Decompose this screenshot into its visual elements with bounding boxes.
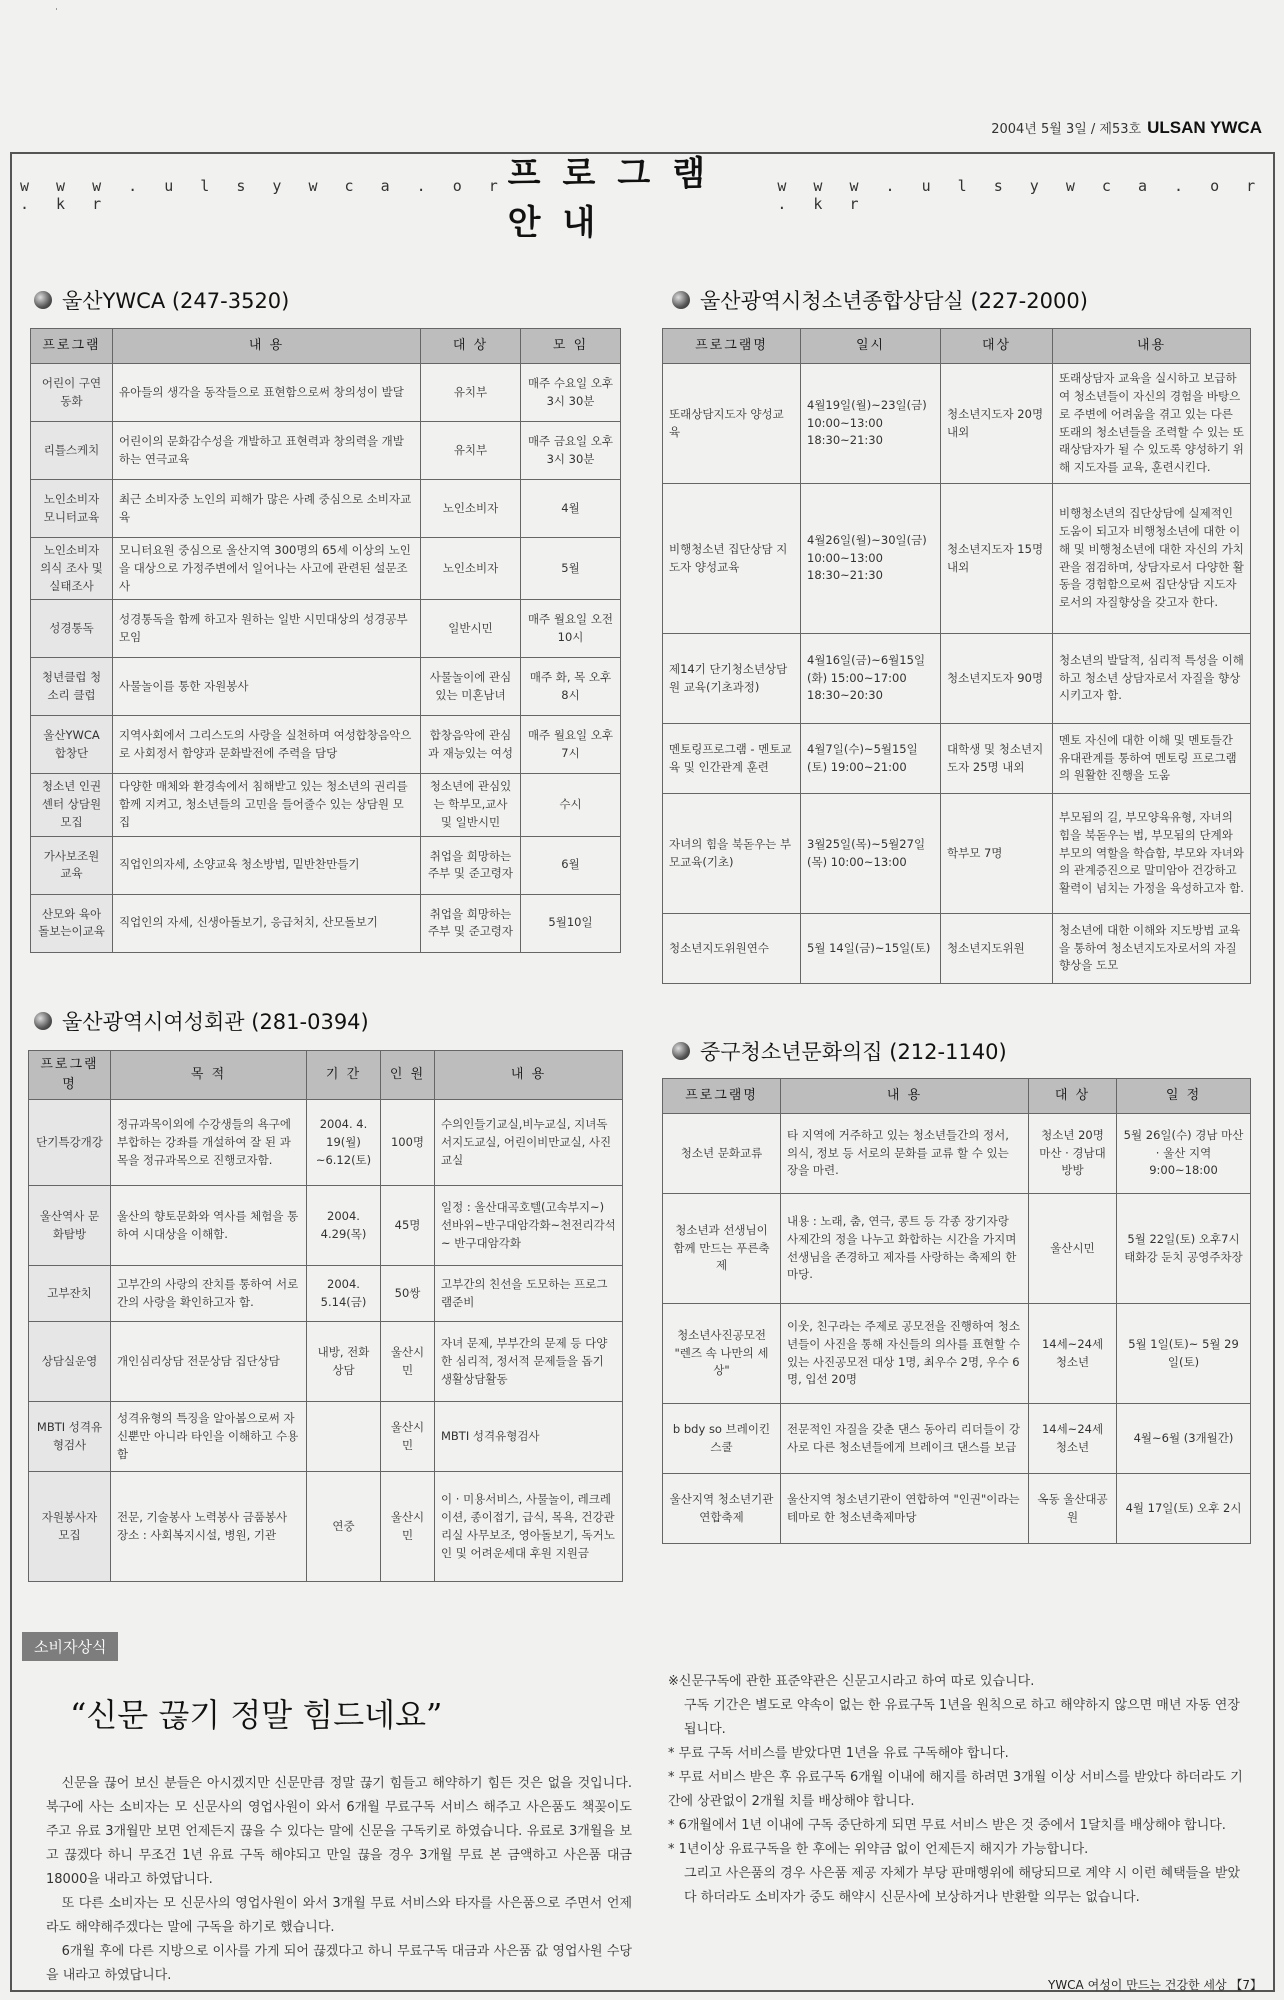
list-item: * 1년이상 유료구독을 한 후에는 위약금 없이 언제든지 해지가 가능합니다. [668, 1842, 1089, 1858]
column-header: 내 용 [113, 329, 421, 364]
table-cell: 울산의 향토문화와 역사를 체험을 통하여 시대상을 이해함. [111, 1186, 307, 1266]
column-header: 프로그램명 [663, 329, 801, 364]
table-cell: 대학생 및 청소년지도자 25명 내외 [941, 724, 1053, 794]
list-item: 그리고 사은품의 경우 사은품 제공 자체가 부당 판매행위에 해당되므로 계약 시 이런 혜택들을 받았다 하더라도 소비자가 중도 해약시 신문사에 보상하거나 반환할 의무는 없습니다. [684, 1866, 1241, 1906]
table-cell: 합창음악에 관심과 재능있는 여성 [421, 716, 521, 774]
table-cell: 청소년에 대한 이해와 지도방법 교육을 통하여 청소년지도자로서의 자질향상을 도모 [1053, 914, 1251, 984]
table-cell: 청소년사진공모전 "렌즈 속 나만의 세상" [663, 1304, 781, 1404]
bullet-icon [672, 291, 690, 309]
list-item: * 무료 서비스 받은 후 유료구독 6개월 이내에 해지를 하려면 3개월 이상 서비스를 받았다 하더라도 기간에 상관없이 2개월 치를 배상해야 합니다. [668, 1770, 1243, 1810]
column-header: 대 상 [1029, 1079, 1117, 1114]
table-cell: 다양한 매체와 환경속에서 침해받고 있는 청소년의 권리를 함께 지켜고, 청소년들의 고민을 들어줄수 있는 상담원 모집 [113, 774, 421, 836]
column-header: 프로그램명 [663, 1079, 781, 1114]
running-header [991, 118, 1262, 138]
table-header-row [29, 1051, 623, 1100]
table-cell: 울산시민 [381, 1322, 435, 1402]
table-row [663, 914, 1251, 984]
table-cell: 가사보조원 교육 [31, 836, 113, 894]
table-cell: 부모됨의 길, 부모양육유형, 자녀의 힘을 북돋우는 법, 부모됨의 단계와 부모의 역할을 학습함, 부모와 자녀와의 관계증진으로 말미암아 건강하고 활력이 넘치는 가정을 육성하고자 함. [1053, 794, 1251, 914]
table-cell: 청소년지도위원 [941, 914, 1053, 984]
banner-url-left[interactable]: w w w . u l s y w c a . o r . k r [20, 177, 507, 213]
paragraph: 신문을 끊어 보신 분들은 아시겠지만 신문만큼 정말 끊기 힘들고 해약하기 힘든 것은 없을 것입니다. 북구에 사는 소비자는 모 신문사의 영업사원이 와서 6개월 무료구독 서비스 해주고 사은품도 책꽂이도 주고 유료 3개월만 보면 언제든지 끊을 수 있다는 말에 신문을 구독키로 하였습니다. 유료로 3개월을 보고 끊겠다 하니 무조건 1년 유료 구독 해야되고 만일 끊을 경우 3개월 무료 본 금액하고 사은품 대금 18000을 내라고 하였답니다. [46, 1776, 632, 1888]
section-junggu-center-title: 중구청소년문화의집 (212-1140) [672, 1036, 1007, 1066]
table-cell: 청소년의 발달적, 심리적 특성을 이해하고 청소년 상담자로서 자질을 향상시키고자 함. [1053, 634, 1251, 724]
table-cell: 상담실운영 [29, 1322, 111, 1402]
table-cell: 비행청소년 집단상담 지도자 양성교육 [663, 484, 801, 634]
table-cell: 학부모 7명 [941, 794, 1053, 914]
table-cell: 매주 수요일 오후3시 30분 [521, 364, 621, 422]
table-cell: 울산YWCA 합창단 [31, 716, 113, 774]
table-cell: 울산시민 [381, 1472, 435, 1582]
column-header: 대 상 [421, 329, 521, 364]
table-cell: MBTI 성격유형검사 [435, 1402, 623, 1472]
table-row [663, 634, 1251, 724]
table-row [663, 364, 1251, 484]
table-cell: 45명 [381, 1186, 435, 1266]
ywca-program-table [30, 328, 621, 953]
column-header: 일시 [801, 329, 941, 364]
table-cell: 청소년에 관심있는 학부모,교사 및 일반시민 [421, 774, 521, 836]
paragraph: 6개월 후에 다른 지방으로 이사를 가게 되어 끊겠다고 하니 무료구독 대금과 사은품 값 영업사원 수당을 내라고 하였답니다. [46, 1944, 632, 1984]
table-row [31, 480, 621, 538]
table-cell: 성경통독 [31, 600, 113, 658]
table-cell: 2004. 4. 19(월) ~6.12(토) [307, 1100, 381, 1186]
column-header: 대상 [941, 329, 1053, 364]
table-cell: 14세~24세 청소년 [1029, 1404, 1117, 1474]
table-cell: 6월 [521, 836, 621, 894]
consumer-left-column [46, 1772, 632, 1988]
table-cell: 울산역사 문화탐방 [29, 1186, 111, 1266]
table-cell: 청소년과 선생님이 함께 만드는 푸른축제 [663, 1194, 781, 1304]
table-cell: MBTI 성격유형검사 [29, 1402, 111, 1472]
table-cell: 5월 14일(금)~15일(토) [801, 914, 941, 984]
table-cell: 직업인의자세, 소양교육 청소방법, 밑반찬만들기 [113, 836, 421, 894]
table-cell: 멘토 자신에 대한 이해 및 멘토들간 유대관계를 통하여 멘토링 프로그램의 원활한 진행을 도움 [1053, 724, 1251, 794]
youth-center-table [662, 328, 1251, 984]
table-cell: 수의인들기교실,비누교실, 지녀독서지도교실, 어린이비만교실, 사진교실 [435, 1100, 623, 1186]
table-cell: 유치부 [421, 422, 521, 480]
column-header: 내 용 [435, 1051, 623, 1100]
table-row [29, 1186, 623, 1266]
table-cell: 4월26일(월)~30일(금) 10:00~13:00 18:30~21:30 [801, 484, 941, 634]
table-cell: 청소년 문화교류 [663, 1114, 781, 1194]
table-cell [307, 1402, 381, 1472]
paragraph: 또 다른 소비자는 모 신문사의 영업사원이 와서 3개월 무료 서비스와 타자를 사은품으로 주면서 언제라도 해약해주겠다는 말에 구독을 하기로 했습니다. [46, 1896, 632, 1936]
table-row [663, 1114, 1251, 1194]
column-header: 모 임 [521, 329, 621, 364]
junggu-center-table [662, 1078, 1251, 1544]
column-header: 내용 [1053, 329, 1251, 364]
table-cell: 노인소비자 의식 조사 및 실태조사 [31, 538, 113, 600]
table-cell: 매주 월요일 오전 10시 [521, 600, 621, 658]
table-cell: 단기특강개강 [29, 1100, 111, 1186]
table-cell: 자녀의 힘을 북돋우는 부모교육(기초) [663, 794, 801, 914]
consumer-tips-label: 소비자상식 [22, 1632, 118, 1661]
table-cell: 이 · 미용서비스, 사물놀이, 레크레이션, 종이접기, 급식, 목욕, 건강관리실 사무보조, 영아돌보기, 독거노인 및 어려운세대 후원 지원금 [435, 1472, 623, 1582]
banner-url-right[interactable]: w w w . u l s y w c a . o r . k r [777, 177, 1265, 213]
list-item: * 무료 구독 서비스를 받았다면 1년을 유료 구독해야 합니다. [668, 1746, 1009, 1762]
column-header: 인 원 [381, 1051, 435, 1100]
table-cell: 비행청소년의 집단상담에 실제적인 도움이 되고자 비행청소년에 대한 이해 및 비행청소년에 대한 자신의 가치관을 점검하며, 상담자로서 다양한 활동을 경험함으로써 집단상담 지도자로서의 자질향상을 갖고자 한다. [1053, 484, 1251, 634]
table-cell: 지역사회에서 그리스도의 사랑을 실천하며 여성합창음악으로 사회정서 함양과 문화발전에 주력을 담당 [113, 716, 421, 774]
column-header: 프로그램명 [29, 1051, 111, 1100]
table-cell: 수시 [521, 774, 621, 836]
table-cell: 제14기 단기청소년상담원 교육(기초과정) [663, 634, 801, 724]
list-item: * 6개월에서 1년 이내에 구독 중단하게 되면 무료 서비스 받은 것 중에서 1달치를 배상해야 합니다. [668, 1818, 1226, 1834]
table-cell: 일정 : 울산대곡호텔(고속부지~) 선바위~반구대암각화~천전리각석~ 반구대암각화 [435, 1186, 623, 1266]
bullet-icon [672, 1042, 690, 1060]
section-ywca-title: 울산YWCA (247-3520) [34, 285, 289, 315]
table-cell: 3월25일(목)~5월27일(목) 10:00~13:00 [801, 794, 941, 914]
table-cell: 4월~6월 (3개월간) [1117, 1404, 1251, 1474]
table-row [31, 774, 621, 836]
column-header: 목 적 [111, 1051, 307, 1100]
table-cell: 울산지역 청소년기관 연합축제 [663, 1474, 781, 1544]
table-header-row [31, 329, 621, 364]
table-cell: 5월 [521, 538, 621, 600]
table-cell: 100명 [381, 1100, 435, 1186]
table-cell: 내방, 전화상담 [307, 1322, 381, 1402]
table-row [29, 1472, 623, 1582]
bullet-icon [34, 1012, 52, 1030]
table-cell: 울산시민 [1029, 1194, 1117, 1304]
table-cell: 4월19일(월)~23일(금) 10:00~13:00 18:30~21:30 [801, 364, 941, 484]
table-row [663, 484, 1251, 634]
table-cell: 울산지역 청소년기관이 연합하여 "인권"이라는 테마로 한 청소년축제마당 [781, 1474, 1029, 1544]
table-cell: 타 지역에 거주하고 있는 청소년들간의 정서, 의식, 정보 등 서로의 문화를 교류 할 수 있는 장을 마련. [781, 1114, 1029, 1194]
table-cell: 성격유형의 특징을 알아봄으로써 자신뿐만 아니라 타인을 이해하고 수용함 [111, 1402, 307, 1472]
table-cell: 사물놀이를 통한 자원봉사 [113, 658, 421, 716]
table-header-row [663, 1079, 1251, 1114]
table-cell: 연중 [307, 1472, 381, 1582]
table-cell: 노인소비자 [421, 480, 521, 538]
table-cell: 유아들의 생각을 동작들으로 표현함으로써 창의성이 발달 [113, 364, 421, 422]
table-cell: 전문, 기술봉사 노력봉사 금품봉사 장소 : 사회복지시설, 병원, 기관 [111, 1472, 307, 1582]
table-row [663, 1474, 1251, 1544]
consumer-right-column [668, 1670, 1248, 1910]
women-center-table [28, 1050, 623, 1582]
column-header: 프로그램 [31, 329, 113, 364]
table-cell: 청소년지도자 15명 내외 [941, 484, 1053, 634]
table-cell: 2004. 5.14(금) [307, 1266, 381, 1322]
table-row [29, 1402, 623, 1472]
consumer-headline: “신문 끊기 정말 힘드네요” [70, 1696, 443, 1734]
table-cell: 또래상담지도자 양성교육 [663, 364, 801, 484]
table-cell: 리틀스케치 [31, 422, 113, 480]
table-cell: 취업을 희망하는 주부 및 준고령자 [421, 836, 521, 894]
table-cell: 2004. 4.29(목) [307, 1186, 381, 1266]
table-cell: b bdy so 브레이킨 스쿨 [663, 1404, 781, 1474]
table-cell: 50쌍 [381, 1266, 435, 1322]
table-row [29, 1100, 623, 1186]
table-cell: 울산시민 [381, 1402, 435, 1472]
table-cell: 5월 22일(토) 오후7시 태화강 둔치 공영주차장 [1117, 1194, 1251, 1304]
table-cell: 전문적인 자질을 갖춘 댄스 동아리 리더들이 강사로 다른 청소년들에게 브레이크 댄스를 보급 [781, 1404, 1029, 1474]
table-row [31, 422, 621, 480]
table-cell: 유치부 [421, 364, 521, 422]
table-cell: 직업인의 자세, 신생아돌보기, 응급처치, 산모돌보기 [113, 894, 421, 952]
table-row [31, 894, 621, 952]
table-cell: 자녀 문제, 부부간의 문제 등 다양한 심리적, 정서적 문제들을 돕기 생활상담활동 [435, 1322, 623, 1402]
table-cell: 청소년지도위원연수 [663, 914, 801, 984]
table-cell: 또래상담자 교육을 실시하고 보급하여 청소년들이 자신의 경험을 바탕으로 주변에 어려움을 겪고 있는 다른 또래의 청소년들을 조력할 수 있는 또래상담자가 될 수 있도록 양성하기 위해 지도자를 교육, 훈련시킨다. [1053, 364, 1251, 484]
table-row [29, 1266, 623, 1322]
column-header: 기 간 [307, 1051, 381, 1100]
table-row [31, 364, 621, 422]
table-cell: 매주 월요일 오후 7시 [521, 716, 621, 774]
list-item: 구독 기간은 별도로 약속이 없는 한 유료구독 1년을 원칙으로 하고 해약하지 않으면 매년 자동 연장됩니다. [684, 1698, 1240, 1738]
table-cell: 최근 소비자중 노인의 피해가 많은 사례 중심으로 소비자교육 [113, 480, 421, 538]
list-item: ※신문구독에 관한 표준약관은 신문고시라고 하여 따로 있습니다. [668, 1674, 1035, 1689]
table-cell: 5월 26일(수) 경남 마산 · 울산 지역 9:00~18:00 [1117, 1114, 1251, 1194]
table-cell: 청소년지도자 90명 [941, 634, 1053, 724]
brand-name: ULSAN YWCA [1147, 118, 1262, 137]
table-cell: 매주 화, 목 오후 8시 [521, 658, 621, 716]
table-cell: 일반시민 [421, 600, 521, 658]
table-row [29, 1322, 623, 1402]
table-cell: 노인소비자 모니터교육 [31, 480, 113, 538]
table-row [663, 724, 1251, 794]
table-cell: 사물놀이에 관심 있는 미혼남녀 [421, 658, 521, 716]
table-row [31, 716, 621, 774]
table-cell: 고부간의 친선을 도모하는 프로그램준비 [435, 1266, 623, 1322]
table-row [31, 600, 621, 658]
table-header-row [663, 329, 1251, 364]
table-cell: 5월10일 [521, 894, 621, 952]
table-row [31, 538, 621, 600]
section-youth-center-title: 울산광역시청소년종합상담실 (227-2000) [672, 285, 1088, 315]
table-row [663, 794, 1251, 914]
table-cell: 산모와 육아 돌보는이교육 [31, 894, 113, 952]
column-header: 일 정 [1117, 1079, 1251, 1114]
table-cell: 성경통독을 함께 하고자 원하는 일반 시민대상의 성경공부 모임 [113, 600, 421, 658]
table-cell: 청소년 인권센터 상담원 모집 [31, 774, 113, 836]
table-cell: 멘토링프로그램 - 멘토교육 및 인간관계 훈련 [663, 724, 801, 794]
table-cell: 5월 1일(토)~ 5월 29일(토) [1117, 1304, 1251, 1404]
table-cell: 개인심리상담 전문상담 집단상담 [111, 1322, 307, 1402]
table-cell: 청소년 20명 마산 · 경남대방방 [1029, 1114, 1117, 1194]
table-cell: 고부잔치 [29, 1266, 111, 1322]
table-cell: 자원봉사자 모집 [29, 1472, 111, 1582]
table-cell: 고부간의 사랑의 잔치를 통하여 서로간의 사랑을 확인하고자 함. [111, 1266, 307, 1322]
table-cell: 4월 17일(토) 오후 2시 [1117, 1474, 1251, 1544]
bullet-icon [34, 291, 52, 309]
table-cell: 어린이의 문화감수성을 개발하고 표현력과 창의력을 개발하는 연극교육 [113, 422, 421, 480]
table-row [663, 1194, 1251, 1304]
table-cell: 내용 : 노래, 춤, 연극, 콩트 등 각종 장기자랑 사제간의 정을 나누고 화합하는 시간을 가지며 선생님을 존경하고 제자를 사랑하는 축제의 한 마당. [781, 1194, 1029, 1304]
table-cell: 4월7일(수)~5월15일(토) 19:00~21:00 [801, 724, 941, 794]
scan-mark: ˙ [54, 8, 59, 19]
table-cell: 4월16일(금)~6월15일(화) 15:00~17:00 18:30~20:30 [801, 634, 941, 724]
table-cell: 정규과목이외에 수강생들의 욕구에 부합하는 강좌를 개설하여 잘 된 과목을 정규과목으로 진행코자함. [111, 1100, 307, 1186]
table-row [31, 836, 621, 894]
table-cell: 모니터요원 중심으로 울산지역 300명의 65세 이상의 노인을 대상으로 가정주변에서 일어나는 사고에 관련된 설문조사 [113, 538, 421, 600]
table-cell: 노인소비자 [421, 538, 521, 600]
table-cell: 이웃, 친구라는 주제로 공모전을 진행하여 청소년들이 사진을 통해 자신들의 의사를 표현할 수 있는 사진공모전 대상 1명, 최우수 2명, 우수 6명, 입선 20명 [781, 1304, 1029, 1404]
table-cell: 4월 [521, 480, 621, 538]
page-footer: YWCA 여성이 만드는 건강한 세상 【7】 [1047, 1978, 1262, 1992]
table-row [31, 658, 621, 716]
table-row [663, 1404, 1251, 1474]
banner [20, 154, 1265, 243]
table-cell: 옥동 울산대공원 [1029, 1474, 1117, 1544]
table-cell: 청소년지도자 20명 내외 [941, 364, 1053, 484]
page-title: 프로그램안내 [507, 154, 728, 243]
table-cell: 취업을 희망하는 주부 및 준고령자 [421, 894, 521, 952]
table-cell: 14세~24세 청소년 [1029, 1304, 1117, 1404]
column-header: 내 용 [781, 1079, 1029, 1114]
table-row [663, 1304, 1251, 1404]
table-cell: 어린이 구연동화 [31, 364, 113, 422]
table-cell: 청년클럽 청소리 클럽 [31, 658, 113, 716]
table-cell: 매주 금요일 오후 3시 30분 [521, 422, 621, 480]
issue-date: 2004년 5월 3일 / 제53호 [991, 122, 1142, 137]
section-women-center-title: 울산광역시여성회관 (281-0394) [34, 1006, 369, 1036]
